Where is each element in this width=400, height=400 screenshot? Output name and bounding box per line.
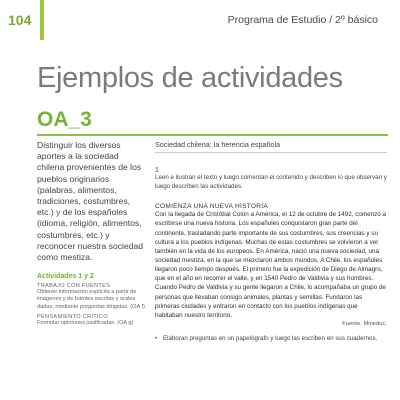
objective-sidebar xyxy=(37,140,145,327)
activity-number: 1 xyxy=(155,167,159,174)
page-header xyxy=(40,0,400,40)
skill-heading-critical: PENSAMIENTO CRÍTICO xyxy=(37,313,108,320)
bullet-item xyxy=(155,335,387,344)
activity-instructions: Leen e ilustran el texto y luego comentan el contenido y describen lo que observan y luego describen las actividades. xyxy=(155,174,387,190)
activity-content xyxy=(155,140,387,344)
section-title: Sociedad chilena: la herencia española xyxy=(155,140,281,149)
bullet-icon: • xyxy=(155,335,158,343)
skill-text-sources: Obtener información explícita a partir de imágenes y de fuentes escritas y orales dadas, mediante preguntas dirigidas. (OA f) xyxy=(37,289,145,310)
bullet-text: Elaboran preguntas en un papelógrafo y luego las escriben en sus cuadernos. xyxy=(163,335,378,343)
objective-text: Distinguir los diversos aportes a la sociedad chilena provenientes de los pueblos originarios (palabras, alimentos, tradiciones, costumbres, etc.) y de los españoles (idioma, religión, alimentos, costumbres, etc.) y reconocer nuestra sociedad como mestiza. xyxy=(37,140,144,263)
oa-code: OA_3 xyxy=(37,108,92,131)
skill-text-critical: Formular opiniones justificadas. (OA g) xyxy=(37,319,134,326)
page-number: 104 xyxy=(0,0,40,40)
story-source: Fuente: Mineduc. xyxy=(342,321,387,328)
section-divider xyxy=(37,134,388,136)
page-title: Ejemplos de actividades xyxy=(37,62,343,94)
activities-label: Actividades 1 y 2 xyxy=(37,273,94,281)
header-accent xyxy=(40,0,44,40)
story-text: Con la llegada de Cristóbal Colón a América, el 12 de octubre de 1492, comenzó a escribirse una nueva historia. Los españoles conquistaron gran parte del continente, trasladando parte importante de sus costumbres, sus creencias y su cultura a los pueblos indígenas. Muchas de estas costumbres se volvieron a ver también en la vida de los europeos. En América, nació una nueva sociedad, una sociedad mestiza, en la que se mezclaron ambos mundos. A Chile, los españoles llegaron poco tiempo después. El primero fue la expedición de Diego de Almagro, que en el año en recorrer el valle, y en 1540 Pedro de Valdivia y sus hombres. Cuando Pedro de Valdivia y su gente llegaron a Chile, lo acompañaba un grupo de personas que llevaban consigo animales, plantas y semillas. Fundaron las primeras ciudades y entraron en contacto con los pueblos indígenas que habitaban nuestro territorio. xyxy=(155,211,387,319)
skill-heading-sources: TRABAJO CON FUENTES xyxy=(37,283,111,290)
header-title: Programa de Estudio / 2º básico xyxy=(227,14,378,26)
section-rule xyxy=(155,152,387,153)
story-title: COMIENZA UNA NUEVA HISTORIA xyxy=(155,203,268,211)
